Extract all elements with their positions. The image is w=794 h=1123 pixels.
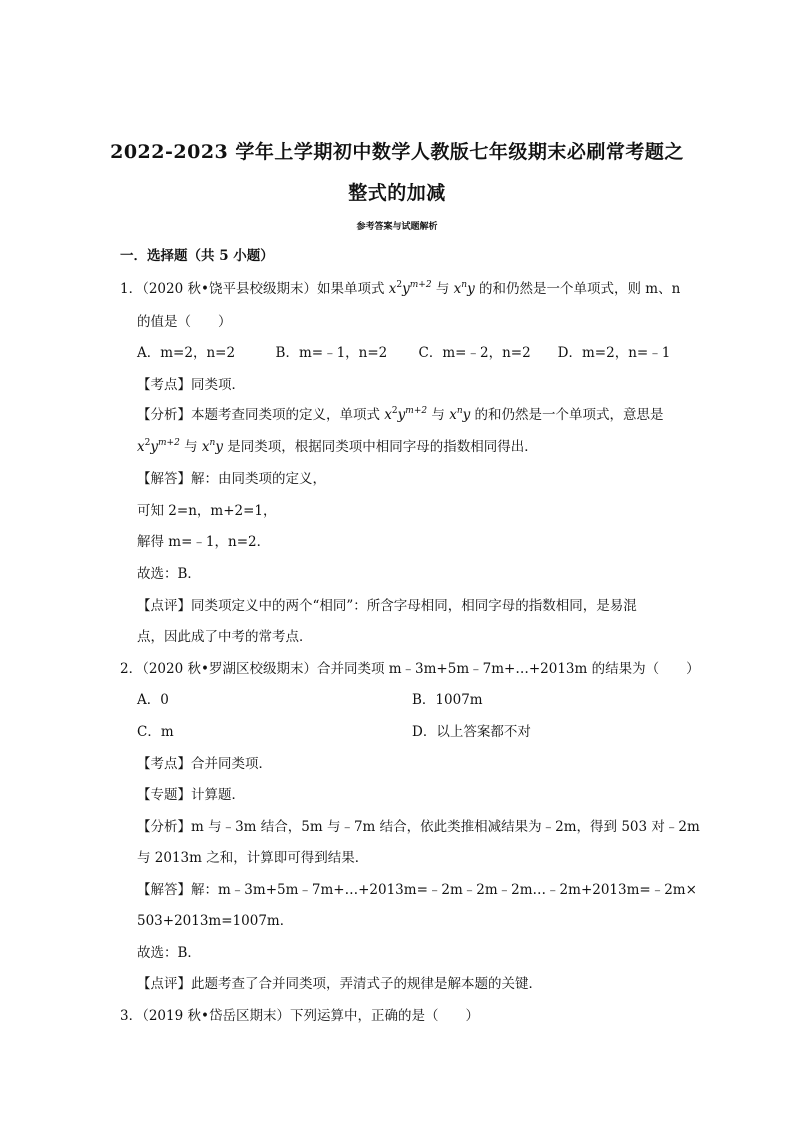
q2-fenxi-line2: 与 2013m 之和，计算即可得到结果． [137, 850, 369, 866]
q1-dianping: 【点评】同类项定义中的两个“相同”：所含字母相同，相同字母的指数相同，是易混 [137, 598, 637, 614]
q1-fenxi: 【分析】本题考查同类项的定义，单项式 $x^2y^{m+2}$ 与 $x^ny$ 的和仍然是一个单项式，意思是 [137, 406, 664, 423]
q1-stem-line2: 的值是（ ） [137, 314, 232, 330]
q2-fenxi: 【分析】m 与﹣3m 结合，5m 与﹣7m 结合，依此类推相减结果为﹣2m，得到 503 对﹣2m [137, 819, 700, 835]
page-subtitle: 参考答案与试题解析 [356, 222, 438, 232]
q2-jieda: 【解答】解：m﹣3m+5m﹣7m+…+2013m=﹣2m﹣2m﹣2m…﹣2m+2013m=﹣2m× [137, 882, 697, 898]
q1-stem: 1．（2020 秋•饶平县校级期末）如果单项式 $x^2y^{m+2}$ 与 $x^ny$ 的和仍然是一个单项式，则 m、n [120, 280, 681, 297]
section-heading: 一．选择题（共 5 小题） [120, 248, 274, 264]
q2-choice: 故选：B． [137, 945, 201, 961]
q2-zhuanti: 【专题】计算题． [137, 787, 245, 803]
page-title-line2: 整式的加减 [348, 182, 446, 204]
q1-step2: 解得 m=﹣1，n=2． [137, 534, 271, 550]
q2-jieda-line2: 503+2013m=1007m． [137, 913, 294, 929]
q1-choice: 故选：B． [137, 566, 201, 582]
q1-kaodian: 【考点】同类项． [137, 377, 245, 393]
q2-option-c: C．m [137, 724, 174, 740]
q2-option-a: A．0 [137, 692, 169, 708]
q1-fenxi-line2: $x^2y^{m+2}$ 与 $x^ny$ 是同类项，根据同类项中相同字母的指数相同得出． [137, 438, 538, 455]
q1-jieda: 【解答】解：由同类项的定义， [137, 471, 326, 487]
q2-dianping: 【点评】此题考查了合并同类项，弄清式子的规律是解本题的关键． [137, 976, 542, 992]
q3-stem: 3．（2019 秋•岱岳区期末）下列运算中，正确的是（ ） [120, 1008, 479, 1024]
q2-kaodian: 【考点】合并同类项． [137, 756, 272, 772]
q2-option-b: B．1007m [412, 692, 483, 708]
q2-option-d: D．以上答案都不对 [412, 724, 531, 740]
q1-options: A．m=2，n=2 B．m=﹣1，n=2 C．m=﹣2，n=2 D．m=2，n=﹣1 [137, 345, 671, 361]
q1-step1: 可知 2=n，m+2=1， [137, 503, 277, 519]
q1-dianping-line2: 点，因此成了中考的常考点． [137, 629, 313, 645]
q2-stem: 2．（2020 秋•罗湖区校级期末）合并同类项 m﹣3m+5m﹣7m+…+2013m 的结果为（ ） [120, 661, 700, 677]
page-title: 2022-2023 学年上学期初中数学人教版七年级期末必刷常考题之 [110, 141, 684, 163]
